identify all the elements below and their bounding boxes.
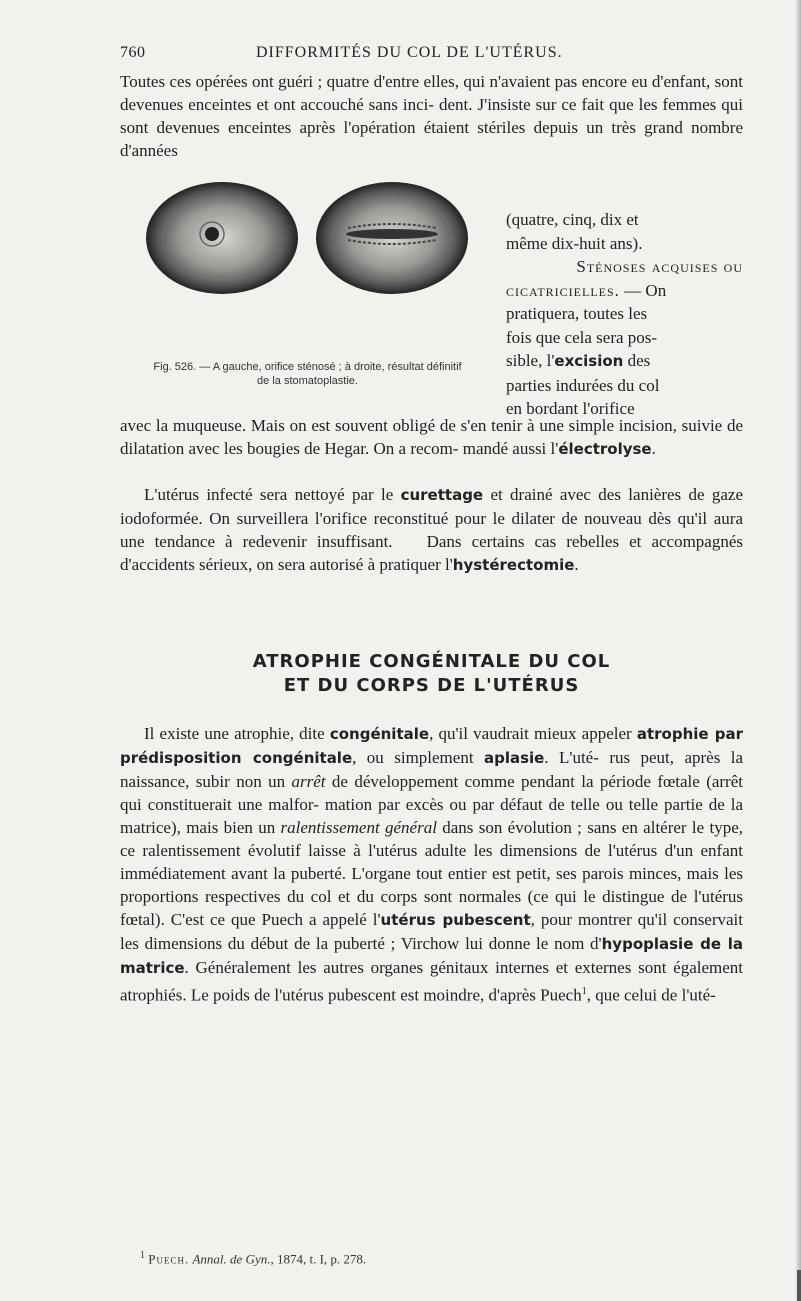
text-fragment: . L'uté- xyxy=(544,748,599,767)
text-fragment: . xyxy=(651,439,656,458)
text-line: altérer le type, ce ralentissement évolutif laisse à l'utérus adulte les xyxy=(120,818,743,860)
paragraph-atrophy xyxy=(120,722,743,1007)
footnote-details: , 1874, t. I, p. 278. xyxy=(270,1251,367,1267)
text-line: organes génitaux internes et externes sont également atrophiés. Le poids xyxy=(120,958,744,1005)
caption-line: Fig. 526. — A gauche, orifice sténosé ; à droite, résultat définitif xyxy=(153,361,462,373)
text-line: fois que cela sera pos- xyxy=(506,327,658,347)
text-fragment: de l'utérus pubescent est moindre, d'après Puech xyxy=(254,985,582,1005)
page-number: 760 xyxy=(120,44,146,61)
text-fragment: . Généralement les autres xyxy=(184,958,364,977)
text-fragment: lui donne le nom d' xyxy=(465,934,602,953)
text-line xyxy=(506,349,743,374)
term-curettage: curettage xyxy=(400,486,484,504)
term-excision: excision xyxy=(554,352,624,370)
term-congenitale: congénitale xyxy=(329,725,430,743)
text-fragment: dans son évolution ; sans en xyxy=(436,818,638,837)
footnote-mark: 1 xyxy=(140,1250,145,1261)
term-electrolyse: électrolyse xyxy=(558,440,652,458)
text-fragment: de développement xyxy=(325,772,459,791)
term-uterus-pubescent: utérus pubescent xyxy=(380,911,531,929)
text-fragment: et drainé avec des xyxy=(483,485,621,504)
text-line: même dix-huit ans). xyxy=(506,233,643,253)
page-edge-shadow xyxy=(795,0,801,1301)
term-arret: arrêt xyxy=(291,772,326,791)
text-line: montrer qu'il conservait les dimensions du début de la puberté ; Virchow xyxy=(120,910,744,953)
text-line: après l'opération étaient stériles depuis un très grand nombre d'années xyxy=(120,118,743,160)
figure-526 xyxy=(120,170,490,387)
reconstructed-orifice xyxy=(346,229,438,239)
subheading-stenoses-cont: cicatricielles. xyxy=(506,280,620,300)
left-cervix-image xyxy=(146,182,298,294)
text-line: Toutes ces opérées ont guéri ; quatre d'entre elles, qui n'avaient pas xyxy=(120,72,578,91)
text-fragment: mandé aussi l' xyxy=(462,439,559,458)
text-line: L'organe tout entier est petit, ses parois minces, mais les proportions xyxy=(120,864,744,906)
text-fragment: Il existe une atrophie, dite xyxy=(144,724,330,743)
text-line: lanières de gaze iodoformée. On surveillera l'orifice reconstitué pour le xyxy=(120,485,743,528)
term-hypoplasie: hypoplasie de la matrice xyxy=(120,935,743,977)
text-line: en bordant l'orifice xyxy=(506,399,635,418)
text-line xyxy=(506,279,743,303)
text-line: dimensions de l'utérus d'un enfant immédiatement avant la puberté. xyxy=(120,841,743,883)
text-fragment: sera autorisé à pratiquer l' xyxy=(277,555,453,574)
section-heading xyxy=(120,650,743,698)
heading-line: ATROPHIE CONGÉNITALE DU COL xyxy=(252,651,611,672)
text-line: dent. J'insiste sur ce fait que les femmes qui sont devenues enceintes xyxy=(120,95,743,137)
paragraph-infection xyxy=(120,483,743,577)
text-line: encore eu d'enfant, sont devenues enceintes et ont accouché sans inci- xyxy=(120,72,743,114)
text-line: incision, suivie de dilatation avec les bougies de Hegar. On a recom- xyxy=(120,416,744,458)
text-fragment: L'utérus infecté sera nettoyé par le xyxy=(144,485,401,504)
term-aplasie: aplasie xyxy=(483,749,545,767)
text-line: mation par excès ou par défaut de telle ou telle partie de la matrice), xyxy=(120,795,744,837)
footnote-ref: 1 xyxy=(581,986,587,997)
page-edge-dark xyxy=(797,1270,801,1301)
paragraph-intro xyxy=(120,70,743,162)
text-fragment: , que celui de l'uté- xyxy=(586,985,716,1005)
stenosis-illustration xyxy=(142,176,472,296)
footnote-source: Annal. de Gyn. xyxy=(192,1251,271,1267)
text-line: Dans certains cas rebelles et accompagnés d'accidents sérieux, on xyxy=(120,532,744,574)
text-fragment: , ou simplement xyxy=(352,748,484,767)
text-line: avec la muqueuse. Mais on est souvent obligé de s'en tenir à une simple xyxy=(120,416,614,435)
text-fragment: — On xyxy=(619,280,667,300)
text-fragment: , qu'il vaudrait mieux appeler xyxy=(429,724,632,743)
term-ralentissement: ralentissement général xyxy=(280,818,437,837)
text-fragment: l'utérus fœtal). C'est ce que Puech a appelé l' xyxy=(120,887,744,929)
heading-line: ET DU CORPS DE L'UTÉRUS xyxy=(283,675,580,696)
text-fragment: mais bien un xyxy=(186,818,281,837)
text-fragment: . xyxy=(574,555,579,574)
paragraph-treatment xyxy=(120,414,743,461)
text-fragment: des xyxy=(623,351,651,370)
text-line: comme pendant la période fœtale (arrêt qui constituerait une malfor- xyxy=(120,772,743,814)
wrapped-text-column xyxy=(506,208,743,421)
text-fragment: rus peut, après la naissance, subir non un xyxy=(120,748,743,791)
term-hysterectomie: hystérectomie xyxy=(452,556,575,574)
text-line: respectives du col et du corps sont normales (ce qui le distingue de xyxy=(204,887,688,906)
footnote-author: Puech. xyxy=(148,1251,190,1267)
caption-line: de la stomatoplastie. xyxy=(257,375,358,387)
term-atrophie-predisposition: atrophie par prédisposition congénitale xyxy=(120,725,743,767)
text-line: (quatre, cinq, dix et xyxy=(506,210,639,229)
text-line: pratiquera, toutes les xyxy=(506,304,648,323)
stenosed-orifice xyxy=(205,227,219,241)
text-fragment: , pour xyxy=(530,910,573,929)
text-line: parties indurées du col xyxy=(506,375,660,395)
subheading-stenoses: Sténoses acquises ou xyxy=(576,257,743,276)
figure-caption xyxy=(120,360,495,388)
footnote xyxy=(140,1250,366,1267)
running-title: DIFFORMITÉS DU COL DE L'UTÉRUS. xyxy=(256,44,563,61)
text-fragment: sible, l' xyxy=(506,351,555,370)
text-line: dilater de nouveau dès qu'il aura une tendance à redevenir insuffisant. xyxy=(120,509,744,551)
